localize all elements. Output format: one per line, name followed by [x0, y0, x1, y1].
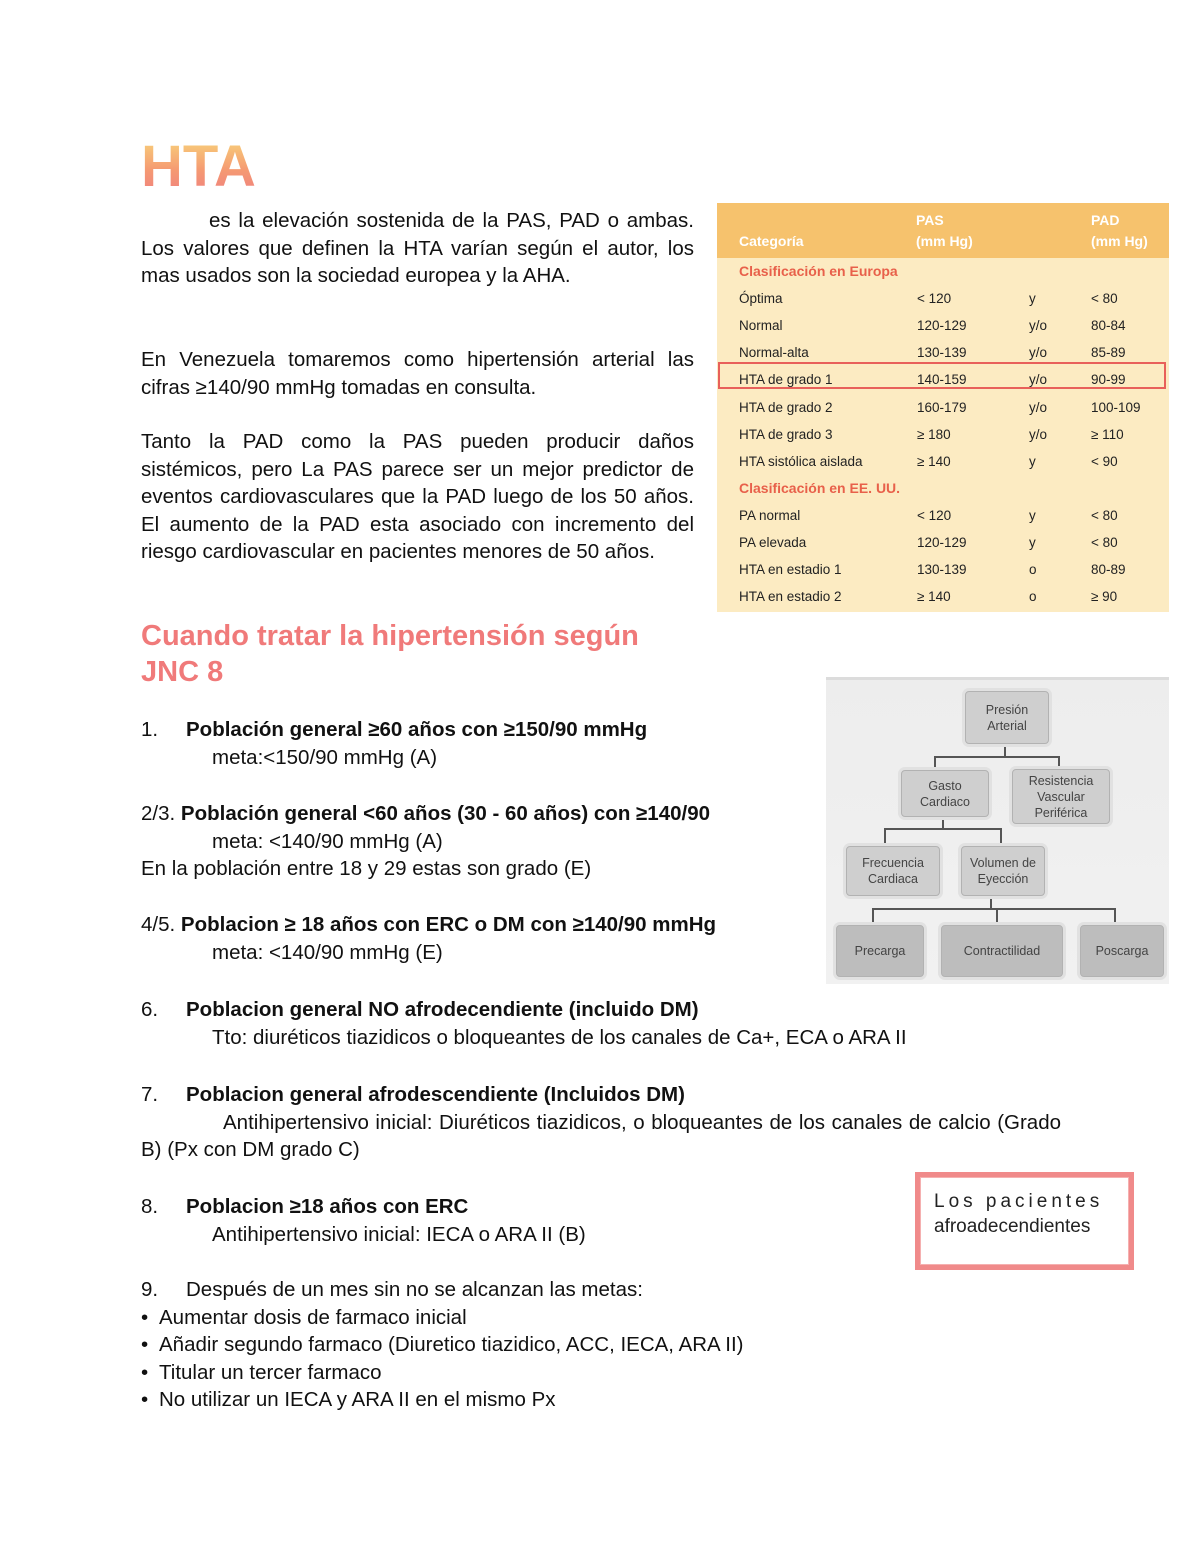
cell-pad: 80-89 [1091, 562, 1126, 578]
cell-op: y/o [1029, 372, 1048, 388]
item-detail: Antihipertensivo inicial: Diuréticos tiazidicos, o bloqueantes de los canales de calcio (Grado B) (Px con DM grado C) [141, 1110, 1061, 1161]
cell-cat: HTA sistólica aislada [739, 453, 863, 469]
cell-op: y [1029, 535, 1036, 550]
bullet-dot-icon: • [141, 1360, 149, 1384]
list-item-8 [141, 1193, 881, 1248]
cell-cat: HTA de grado 2 [739, 399, 833, 415]
cell-pas: 140-159 [917, 372, 967, 388]
node-contractilidad: Contractilidad [941, 925, 1063, 977]
cell-pas: ≥ 140 [917, 589, 951, 605]
item-number: 1. [141, 718, 159, 741]
table-row [717, 556, 1169, 583]
connector [884, 828, 886, 845]
bullet-dot-icon: • [141, 1388, 149, 1411]
connector [996, 908, 998, 924]
cell-op: y/o [1029, 318, 1048, 334]
item-number: 7. [141, 1083, 159, 1106]
item-heading: Población general <60 años (30 - 60 años) con ≥140/90 [180, 802, 710, 825]
cell-op: y [1029, 291, 1036, 307]
cell-pad: 85-89 [1091, 345, 1126, 361]
item-text: Después de un mes sin no se alcanzan las metas: [186, 1278, 643, 1301]
table-row [717, 312, 1169, 339]
bullet-item [141, 1386, 1071, 1414]
list-item-7 [141, 1081, 1071, 1164]
table-row [717, 394, 1169, 421]
table-row [717, 448, 1169, 475]
connector [884, 828, 1002, 830]
note-text: Los pacientes afroadecendientes [934, 1191, 1104, 1237]
col-pas: PAS [916, 212, 944, 228]
table-row [717, 285, 1169, 312]
cell-op: o [1029, 589, 1037, 605]
item-extra: En la población entre 18 y 29 estas son grado (E) [141, 857, 592, 880]
cell-cat: Normal [739, 318, 783, 334]
bullet-item [141, 1304, 1071, 1332]
intro-paragraph-2: En Venezuela tomaremos como hipertensión arterial las cifras ≥140/90 mmHg tomadas en consulta. [141, 348, 694, 399]
table-row [717, 583, 1169, 610]
item-detail: meta: <140/90 mmHg (E) [212, 940, 443, 964]
intro-paragraph-1: es la elevación sostenida de la PAS, PAD o ambas. Los valores que definen la HTA varían según el autor, los mas usados son la sociedad europea y la AHA. [141, 209, 694, 287]
table-row [717, 529, 1169, 556]
cell-pas: ≥ 180 [917, 426, 951, 442]
item-number: 2/3. [141, 802, 176, 825]
connector [872, 908, 1116, 910]
cell-op: y/o [1029, 426, 1048, 442]
item-detail: meta:<150/90 mmHg (A) [212, 745, 438, 769]
cell-pad: ≥ 110 [1091, 426, 1124, 442]
bullet-text: Añadir segundo farmaco (Diuretico tiazidico, ACC, IECA, ARA II) [159, 1333, 744, 1356]
cell-op: o [1029, 562, 1037, 578]
node-gasto-cardiaco: Gasto Cardiaco [901, 770, 989, 817]
table-row [717, 421, 1169, 448]
bullet-text: No utilizar un IECA y ARA II en el mismo Px [159, 1388, 556, 1411]
col-categoria: Categoría [739, 233, 804, 249]
cell-pas: 160-179 [917, 399, 967, 415]
cell-cat: Normal-alta [739, 345, 809, 361]
cell-pas: < 120 [917, 291, 952, 307]
node-resistencia-vascular: Resistencia Vascular Periférica [1012, 769, 1110, 824]
cell-pas: 120-129 [917, 535, 967, 550]
connector [934, 756, 936, 769]
col-pad: PAD [1091, 212, 1120, 228]
list-item-6 [141, 996, 1071, 1051]
table-header [717, 203, 1169, 258]
cell-pad: 80-84 [1091, 318, 1126, 334]
item-heading: Poblacion general afrodescendiente (Incluidos DM) [186, 1083, 685, 1106]
bp-determinants-diagram [826, 677, 1169, 984]
note-box [915, 1172, 1134, 1270]
bullet-dot-icon: • [141, 1333, 149, 1356]
bullet-text: Aumentar dosis de farmaco inicial [159, 1305, 467, 1329]
bullet-dot-icon: • [141, 1305, 149, 1329]
cell-pas: < 120 [917, 507, 952, 523]
cell-pas: ≥ 140 [917, 453, 951, 469]
bullet-text: Titular un tercer farmaco [159, 1360, 382, 1384]
cell-pas: 130-139 [917, 345, 967, 361]
cell-pad: ≥ 90 [1091, 589, 1118, 605]
list-item-9 [141, 1276, 1071, 1414]
cell-op: y/o [1029, 345, 1048, 361]
item-heading: Población general ≥60 años con ≥150/90 mmHg [186, 718, 648, 741]
item-heading: Poblacion ≥ 18 años con ERC o DM con ≥140/90 mmHg [180, 913, 717, 936]
cell-cat: Óptima [739, 291, 783, 307]
cell-pas: 130-139 [917, 562, 967, 578]
connector [934, 756, 1060, 758]
cell-pad: < 80 [1091, 291, 1118, 307]
node-presion-arterial: Presión Arterial [965, 691, 1049, 744]
node-volumen-eyeccion: Volumen de Eyección [961, 846, 1045, 896]
cell-pad: < 80 [1091, 507, 1118, 523]
cell-cat: PA normal [739, 507, 801, 523]
section-label: Clasificación en EE. UU. [739, 479, 901, 496]
connector [1114, 908, 1116, 924]
bullet-item [141, 1359, 1071, 1387]
cell-pas: 120-129 [917, 318, 967, 334]
cell-pad: 100-109 [1091, 399, 1141, 415]
cell-op: y [1029, 453, 1036, 469]
cell-cat: PA elevada [739, 535, 807, 550]
table-section-row [717, 475, 1169, 502]
cell-cat: HTA en estadio 2 [739, 589, 842, 605]
item-number: 8. [141, 1195, 159, 1218]
highlight-box [718, 362, 1166, 389]
cell-pad: < 80 [1091, 535, 1118, 550]
bp-classification-table [717, 203, 1169, 612]
item-detail: Tto: diuréticos tiazidicos o bloqueantes de los canales de Ca+, ECA o ARA II [212, 1025, 907, 1049]
connector [872, 908, 874, 924]
bullet-list [141, 1304, 1071, 1414]
col-pad-unit: (mm Hg) [1091, 233, 1148, 249]
connector [1000, 828, 1002, 845]
cell-op: y [1029, 507, 1036, 523]
connector [1004, 743, 1006, 757]
bullet-item [141, 1331, 1071, 1359]
item-detail: meta: <140/90 mmHg (A) [212, 829, 443, 853]
cell-cat: HTA en estadio 1 [739, 562, 842, 578]
item-number: 4/5. [141, 913, 176, 936]
item-number: 9. [141, 1278, 159, 1301]
node-frecuencia-cardiaca: Frecuencia Cardiaca [846, 846, 940, 896]
cell-pad: 90-99 [1091, 372, 1126, 388]
item-detail: Antihipertensivo inicial: IECA o ARA II (B) [212, 1222, 586, 1246]
cell-op: y/o [1029, 399, 1048, 415]
cell-pad: < 90 [1091, 453, 1118, 469]
table-row [717, 502, 1169, 529]
section-heading: Cuando tratar la hipertensión según JNC 8 [141, 620, 639, 688]
item-heading: Poblacion general NO afrodecendiente (incluido DM) [186, 998, 699, 1021]
node-precarga: Precarga [836, 925, 924, 977]
table-section-row [717, 258, 1169, 285]
cell-cat: HTA de grado 1 [739, 372, 833, 388]
connector [1058, 756, 1060, 769]
item-heading: Poblacion ≥18 años con ERC [186, 1195, 469, 1218]
cell-cat: HTA de grado 3 [739, 426, 833, 442]
item-number: 6. [141, 998, 159, 1021]
page-title: HTA [141, 134, 256, 199]
intro-paragraph-3: Tanto la PAD como la PAS pueden producir daños sistémicos, pero La PAS parece ser un mejor predictor de eventos cardiovasculares que la PAD luego de los 50 años. El aumento de la PAD esta asociado con incremento del riesgo cardiovascular en pacientes menores de 50 años. [141, 430, 694, 563]
section-label: Clasificación en Europa [739, 263, 898, 279]
node-poscarga: Poscarga [1080, 925, 1164, 977]
col-pas-unit: (mm Hg) [916, 233, 973, 249]
